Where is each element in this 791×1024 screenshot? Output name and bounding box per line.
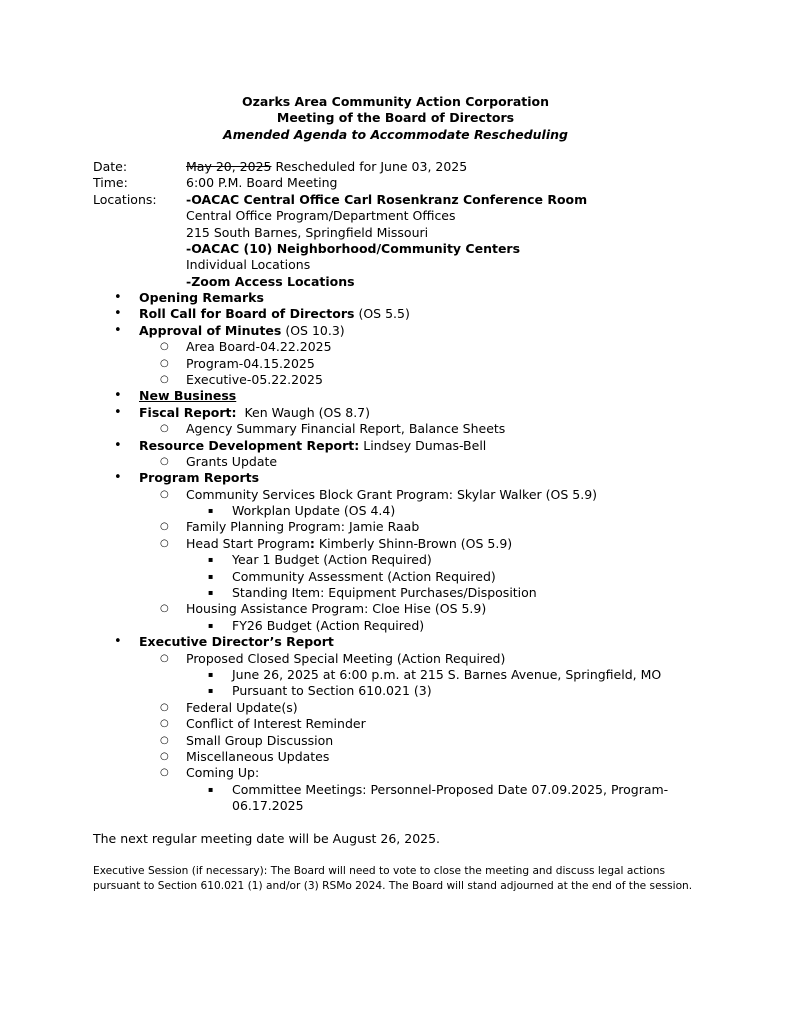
time-label: Time: (93, 175, 128, 191)
circle-marker: ○ (160, 423, 169, 435)
sub-item-family-planning: ○ Family Planning Program: Jamie Raab (160, 519, 420, 535)
bullet-marker: • (114, 290, 122, 305)
sub-sub-item-fy26-budget: ▪ FY26 Budget (Action Required) (208, 617, 425, 633)
agenda-item-program-reports: • Program Reports (114, 470, 260, 486)
circle-marker: ○ (160, 488, 169, 500)
sub-sub-item-committee: ▪ Committee Meetings: Personnel-Proposed Date 07.09.2025, Program-06.17.2025 (208, 781, 669, 814)
executive-session-note: Executive Session (if necessary): The Board will need to vote to close the meeting and discuss legal actions pursuant to Section 610.021 (1) and/or (3) RSMo 2024. The Board will stand adjourned at the end of the session. (93, 865, 693, 892)
location-individual: Individual Locations (186, 257, 311, 273)
agenda-header (0, 94, 791, 143)
meeting-title: Meeting of the Board of Directors (276, 110, 515, 126)
sub-item-minutes: ○ Area Board-04.22.2025 (160, 339, 332, 355)
original-date: May 20, 2025 (186, 159, 272, 174)
agenda-item-roll-call: • Roll Call for Board of Directors (OS 5.5) (114, 306, 410, 322)
circle-marker: ○ (160, 357, 169, 369)
circle-marker: ○ (160, 701, 169, 713)
bullet-marker: • (114, 404, 122, 420)
circle-marker: ○ (160, 537, 169, 549)
location-program-offices: Central Office Program/Department Offices (186, 208, 456, 224)
circle-marker: ○ (160, 373, 169, 385)
org-name: Ozarks Area Community Action Corporation (241, 94, 550, 109)
agenda-item-opening: • Opening Remarks (114, 290, 264, 305)
agenda-item-approval: • Approval of Minutes (OS 10.3) (114, 322, 345, 338)
sub-sub-item-equipment: ▪ Standing Item: Equipment Purchases/Disposition (208, 585, 537, 601)
location-address: 215 South Barnes, Springfield Missouri (186, 224, 429, 240)
date-label: Date: (93, 159, 128, 174)
sub-item-closed-meeting: ○ Proposed Closed Special Meeting (Action Required) (160, 650, 506, 666)
bullet-marker: • (114, 322, 122, 338)
circle-marker: ○ (160, 652, 169, 664)
location-central-office: -OACAC Central Office Carl Rosenkranz Conference Room (186, 191, 588, 207)
agenda-list (0, 290, 791, 815)
circle-marker: ○ (160, 603, 169, 615)
bullet-marker: • (114, 634, 122, 650)
sub-item-small-group: ○ Small Group Discussion (160, 732, 334, 748)
locations-label: Locations: (93, 191, 157, 207)
bullet-marker: • (114, 388, 122, 404)
square-marker: ▪ (208, 686, 214, 696)
square-marker: ▪ (208, 571, 214, 581)
square-marker: ▪ (208, 784, 214, 794)
sub-item-head-start: ○ Head Start Program: Kimberly Shinn-Brown (OS 5.9) (160, 535, 513, 551)
locations-row (93, 192, 733, 208)
sub-sub-item-workplan: ▪ Workplan Update (OS 4.4) (208, 503, 396, 519)
circle-marker: ○ (160, 718, 169, 730)
sub-item-housing: ○ Housing Assistance Program: Cloe Hise (OS 5.9) (160, 601, 487, 617)
sub-item-minutes: ○ Program-04.15.2025 (160, 355, 315, 371)
sub-sub-item-assessment: ▪ Community Assessment (Action Required) (208, 568, 496, 584)
sub-item-coming-up: ○ Coming Up: (160, 765, 260, 781)
next-meeting-note: The next regular meeting date will be August 26, 2025. (93, 831, 441, 846)
circle-marker: ○ (160, 750, 169, 762)
sub-sub-item-section: ▪ Pursuant to Section 610.021 (3) (208, 683, 432, 699)
agenda-item-fiscal: • Fiscal Report: Ken Waugh (OS 8.7) (114, 404, 370, 420)
square-marker: ▪ (208, 669, 214, 679)
agenda-item-resource: • Resource Development Report: Lindsey Dumas-Bell (114, 437, 487, 453)
bullet-marker: • (114, 470, 122, 486)
sub-sub-item-budget: ▪ Year 1 Budget (Action Required) (208, 552, 432, 568)
agenda-item-executive-report: • Executive Director’s Report (114, 634, 334, 650)
sub-item-csbg: ○ Community Services Block Grant Program: Skylar Walker (OS 5.9) (160, 486, 598, 502)
location-zoom: -Zoom Access Locations (186, 273, 355, 289)
time-value: 6:00 P.M. Board Meeting (186, 175, 338, 191)
agenda-subtitle: Amended Agenda to Accommodate Rescheduling (223, 126, 568, 142)
square-marker: ▪ (208, 588, 214, 598)
rescheduled-date: Rescheduled for June 03, 2025 (271, 159, 468, 174)
sub-item-misc: ○ Miscellaneous Updates (160, 748, 330, 764)
sub-item-conflict: ○ Conflict of Interest Reminder (160, 716, 366, 732)
meeting-details (93, 159, 733, 290)
sub-item-federal: ○ Federal Update(s) (160, 699, 298, 715)
square-marker: ▪ (208, 506, 214, 516)
sub-item-fiscal: ○ Agency Summary Financial Report, Balance Sheets (160, 421, 506, 437)
sub-item-grants: ○ Grants Update (160, 453, 278, 469)
sub-item-minutes: ○ Executive-05.22.2025 (160, 371, 323, 387)
agenda-item-new-business: • New Business (114, 388, 237, 404)
circle-marker: ○ (160, 734, 169, 746)
location-community-centers: -OACAC (10) Neighborhood/Community Centers (186, 240, 521, 256)
date-row (93, 159, 733, 175)
time-row (93, 175, 733, 191)
square-marker: ▪ (208, 555, 214, 565)
circle-marker: ○ (160, 767, 169, 779)
square-marker: ▪ (208, 620, 214, 630)
circle-marker: ○ (160, 521, 169, 533)
circle-marker: ○ (160, 455, 169, 467)
circle-marker: ○ (160, 341, 169, 353)
bullet-marker: • (114, 306, 122, 322)
sub-sub-item-closed-date: ▪ June 26, 2025 at 6:00 p.m. at 215 S. Barnes Avenue, Springfield, MO (208, 666, 662, 682)
bullet-marker: • (114, 437, 122, 453)
